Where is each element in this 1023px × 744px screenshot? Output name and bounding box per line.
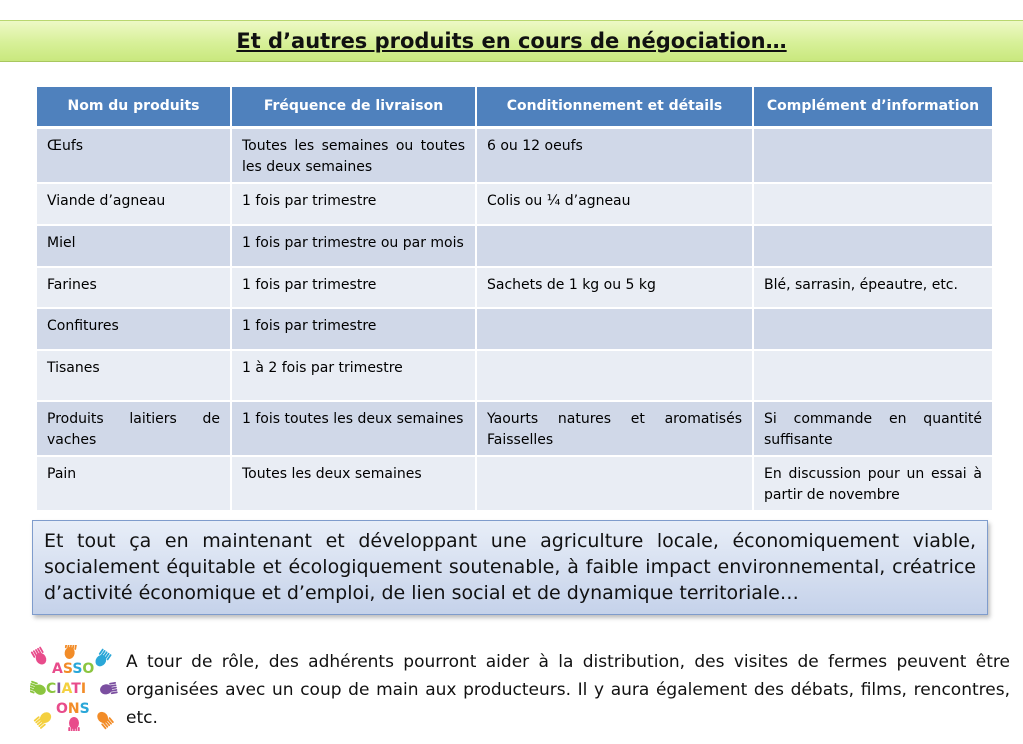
header-product-name: Nom du produits (37, 87, 231, 127)
products-table (37, 87, 992, 512)
table-row (37, 308, 992, 350)
cell-packaging (476, 225, 753, 267)
header-packaging: Conditionnement et détails (476, 87, 753, 127)
hand-icon (94, 709, 114, 729)
table-row (37, 456, 992, 511)
hand-icon (68, 717, 79, 731)
cell-info (753, 127, 992, 183)
cell-product: Produits laitiers de vaches (37, 401, 231, 456)
cell-packaging: Sachets de 1 kg ou 5 kg (476, 267, 753, 308)
cell-info (753, 308, 992, 350)
cell-frequency: Toutes les deux semaines (231, 456, 476, 511)
cell-product: Confitures (37, 308, 231, 350)
hand-icon (33, 709, 53, 729)
cell-frequency: 1 fois par trimestre ou par mois (231, 225, 476, 267)
header-delivery-frequency: Fréquence de livraison (231, 87, 476, 127)
header-extra-info: Complément d’information (753, 87, 992, 127)
cell-info (753, 183, 992, 225)
bottom-text: A tour de rôle, des adhérents pourront aider à la distribution, des visites de fermes peuvent être organisées avec un coup de main aux producteurs. Il y aura également des débats, films, rencontres, etc. (126, 652, 1010, 728)
hand-icon (93, 648, 112, 668)
hand-icon (99, 682, 118, 696)
cell-info: Blé, sarrasin, épeautre, etc. (753, 267, 992, 308)
cell-frequency: 1 fois par trimestre (231, 267, 476, 308)
cell-frequency: 1 fois par trimestre (231, 183, 476, 225)
cell-product: Tisanes (37, 350, 231, 401)
cell-frequency: 1 fois toutes les deux semaines (231, 401, 476, 456)
cell-info (753, 350, 992, 401)
cell-packaging (476, 350, 753, 401)
title-banner (0, 20, 1023, 62)
logo-text: ONS (56, 701, 90, 717)
highlight-box (32, 520, 988, 615)
cell-product: Farines (37, 267, 231, 308)
cell-info (753, 225, 992, 267)
table-row (37, 401, 992, 456)
cell-frequency: Toutes les semaines ou toutes les deux semaines (231, 127, 476, 183)
cell-packaging (476, 308, 753, 350)
cell-info: Si commande en quantité suffisante (753, 401, 992, 456)
table-row (37, 350, 992, 401)
hand-icon (30, 681, 47, 698)
cell-product: Œufs (37, 127, 231, 183)
hand-icon (63, 645, 77, 660)
table-row (37, 225, 992, 267)
table-row (37, 183, 992, 225)
cell-product: Miel (37, 225, 231, 267)
highlight-text: Et tout ça en maintenant et développant une agriculture locale, économiquement viable, socialement équitable et écologiquement soutenable, à faible impact environnemental, créatrice d’activité économique et d’emploi, de lien social et de dynamique territoriale… (44, 530, 976, 604)
page-title: Et d’autres produits en cours de négociation… (236, 29, 787, 53)
logo-text: CIATI (46, 681, 87, 697)
table-row (37, 267, 992, 308)
cell-product: Viande d’agneau (37, 183, 231, 225)
cell-packaging: Yaourts natures et aromatisés Faisselles (476, 401, 753, 456)
cell-packaging (476, 456, 753, 511)
cell-info: En discussion pour un essai à partir de novembre (753, 456, 992, 511)
table-row (37, 127, 992, 183)
cell-packaging: 6 ou 12 oeufs (476, 127, 753, 183)
cell-packaging: Colis ou ¼ d’agneau (476, 183, 753, 225)
cell-product: Pain (37, 456, 231, 511)
cell-frequency: 1 fois par trimestre (231, 308, 476, 350)
cell-frequency: 1 à 2 fois par trimestre (231, 350, 476, 401)
table-header-row (37, 87, 992, 127)
logo-text: ASSO (52, 661, 95, 677)
hand-icon (31, 646, 49, 666)
associations-logo (30, 645, 118, 731)
